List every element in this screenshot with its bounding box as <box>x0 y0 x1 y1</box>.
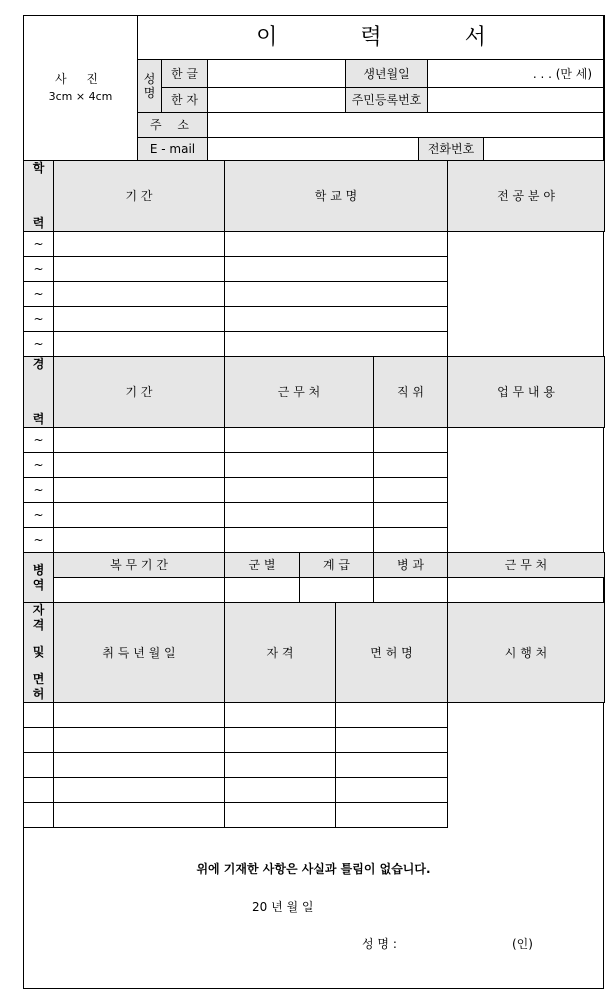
period-field[interactable]: ~ <box>24 503 54 528</box>
table-cell[interactable] <box>336 778 448 803</box>
period-field[interactable]: ~ <box>24 307 54 332</box>
table-cell[interactable] <box>54 478 225 503</box>
hanja-name-field[interactable] <box>208 88 346 113</box>
table-cell[interactable] <box>225 282 448 307</box>
table-row <box>24 753 605 778</box>
table-cell[interactable] <box>374 528 448 553</box>
table-cell[interactable] <box>225 478 374 503</box>
table-row <box>24 728 605 753</box>
photo-box[interactable] <box>24 16 138 161</box>
birth-label: 생년월일 <box>346 60 428 88</box>
table-cell[interactable] <box>374 478 448 503</box>
table-row <box>24 307 605 332</box>
license-table <box>23 602 605 828</box>
table-cell[interactable] <box>225 257 448 282</box>
rank-field[interactable] <box>300 578 374 603</box>
table-cell[interactable] <box>225 332 448 357</box>
period-field[interactable]: ~ <box>24 428 54 453</box>
period-field[interactable]: ~ <box>24 528 54 553</box>
table-row <box>24 478 605 503</box>
page-title: 이 력 서 <box>138 16 605 60</box>
header-position: 직 위 <box>374 357 448 428</box>
table-cell[interactable] <box>225 703 336 728</box>
footer-declaration <box>24 828 603 988</box>
table-cell[interactable] <box>225 803 336 828</box>
table-cell[interactable] <box>336 803 448 828</box>
table-row <box>24 453 605 478</box>
license-side-label: 자 격 및 면 허 <box>24 603 54 703</box>
header-major: 전 공 분 야 <box>448 161 605 232</box>
table-cell[interactable] <box>24 778 54 803</box>
header-unit: 근 무 처 <box>448 553 605 578</box>
table-cell[interactable] <box>54 503 225 528</box>
table-row <box>24 232 605 257</box>
header-company: 근 무 처 <box>225 357 374 428</box>
table-row <box>24 778 605 803</box>
address-label: 주 소 <box>138 113 208 138</box>
header-period: 기 간 <box>54 161 225 232</box>
header-specialty: 병 과 <box>374 553 448 578</box>
table-cell[interactable] <box>225 778 336 803</box>
header-qualification: 자 격 <box>225 603 336 703</box>
hangul-label: 한 글 <box>162 60 208 88</box>
table-cell[interactable] <box>54 282 225 307</box>
header-rank: 계 급 <box>300 553 374 578</box>
period-field[interactable]: ~ <box>24 282 54 307</box>
table-cell[interactable] <box>24 753 54 778</box>
table-cell[interactable] <box>54 332 225 357</box>
table-cell[interactable] <box>54 428 225 453</box>
email-field[interactable] <box>208 138 419 161</box>
military-table <box>23 552 605 603</box>
table-cell[interactable] <box>374 428 448 453</box>
phone-field[interactable] <box>484 138 605 161</box>
table-row <box>24 803 605 828</box>
unit-field[interactable] <box>448 578 605 603</box>
email-label: E - mail <box>138 138 208 161</box>
resume-form <box>23 15 604 989</box>
table-row <box>24 257 605 282</box>
service-period-field[interactable] <box>54 578 225 603</box>
address-field[interactable] <box>208 113 605 138</box>
header-branch: 군 별 <box>225 553 300 578</box>
branch-field[interactable] <box>225 578 300 603</box>
header-period: 기 간 <box>54 357 225 428</box>
header-school: 학 교 명 <box>225 161 448 232</box>
table-cell[interactable] <box>225 307 448 332</box>
military-side-label: 병 역 <box>24 553 54 603</box>
period-field[interactable]: ~ <box>24 232 54 257</box>
table-cell[interactable] <box>374 503 448 528</box>
table-cell[interactable] <box>54 803 225 828</box>
table-cell[interactable] <box>24 803 54 828</box>
rrn-field[interactable] <box>428 88 605 113</box>
header-license-name: 면 허 명 <box>336 603 448 703</box>
specialty-field[interactable] <box>374 578 448 603</box>
sign-label: 성 명 : <box>362 937 397 951</box>
table-cell[interactable] <box>225 428 374 453</box>
hanja-label: 한 자 <box>162 88 208 113</box>
table-cell[interactable] <box>225 232 448 257</box>
table-cell[interactable] <box>54 753 225 778</box>
table-cell[interactable] <box>54 528 225 553</box>
header-issuer: 시 행 처 <box>448 603 605 703</box>
table-cell[interactable] <box>225 728 336 753</box>
period-field[interactable]: ~ <box>24 257 54 282</box>
table-cell[interactable] <box>225 528 374 553</box>
table-cell[interactable] <box>336 753 448 778</box>
birth-field[interactable]: . . . (만 세) <box>428 60 605 88</box>
career-table <box>23 356 605 553</box>
rrn-label: 주민등록번호 <box>346 88 428 113</box>
table-cell[interactable] <box>54 778 225 803</box>
table-cell[interactable] <box>225 453 374 478</box>
date-line[interactable]: 20 년 월 일 <box>252 900 314 914</box>
personal-info-table <box>23 15 605 161</box>
table-cell[interactable] <box>54 703 225 728</box>
table-cell[interactable] <box>225 503 374 528</box>
table-cell[interactable] <box>54 232 225 257</box>
hangul-name-field[interactable] <box>208 60 346 88</box>
table-row <box>24 428 605 453</box>
phone-label: 전화번호 <box>419 138 484 161</box>
table-cell[interactable] <box>24 703 54 728</box>
table-row <box>24 282 605 307</box>
header-service-period: 복 무 기 간 <box>54 553 225 578</box>
header-date: 취 득 년 월 일 <box>54 603 225 703</box>
header-duties: 업 무 내 용 <box>448 357 605 428</box>
photo-size: 3cm × 4cm <box>48 90 113 103</box>
table-row <box>24 332 605 357</box>
period-field[interactable]: ~ <box>24 453 54 478</box>
declaration-statement: 위에 기재한 사항은 사실과 틀림이 없습니다. <box>196 862 431 876</box>
education-table <box>23 160 605 357</box>
table-cell[interactable] <box>54 307 225 332</box>
seal-label[interactable]: (인) <box>512 937 533 951</box>
career-side-label: 경 력 <box>24 357 54 428</box>
table-cell[interactable] <box>54 257 225 282</box>
table-cell[interactable] <box>374 453 448 478</box>
table-row <box>24 503 605 528</box>
table-cell[interactable] <box>336 728 448 753</box>
period-field[interactable]: ~ <box>24 332 54 357</box>
table-cell[interactable] <box>225 753 336 778</box>
table-cell[interactable] <box>336 703 448 728</box>
table-cell[interactable] <box>54 453 225 478</box>
name-label: 성 명 <box>138 60 162 113</box>
period-field[interactable]: ~ <box>24 478 54 503</box>
table-row <box>24 703 605 728</box>
table-cell[interactable] <box>54 728 225 753</box>
table-cell[interactable] <box>24 728 54 753</box>
table-row <box>24 528 605 553</box>
education-side-label: 학 력 <box>24 161 54 232</box>
photo-label: 사 진 <box>55 72 106 86</box>
